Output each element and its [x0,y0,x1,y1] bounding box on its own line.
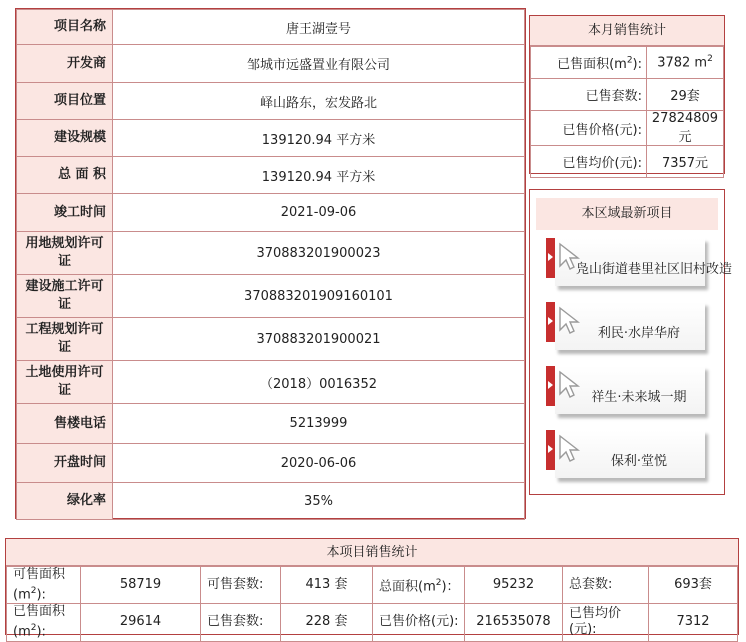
red-tab-marker [546,238,555,278]
summary-table [6,566,738,642]
summary-row-sold [7,604,738,641]
sold-price-label: 已售价格(元): [531,111,647,146]
info-label: 售楼电话 [17,404,113,444]
monthly-avg-row [531,146,724,178]
land-use-permit-value: （2018）0016352 [113,361,525,404]
sold-avg-label: 已售均价(元): [563,604,649,641]
engineering-permit-value: 370883201900021 [113,318,525,361]
monthly-area-row [531,47,724,79]
land-plan-permit-value: 370883201900023 [113,232,525,275]
monthly-sets-row [531,79,724,111]
sold-avg-value: 7312 [649,604,738,641]
total-sets-label: 总套数: [563,567,649,604]
developer-value: 邹城市远盛置业有限公司 [113,45,525,83]
opening-date-value: 2020-06-06 [113,444,525,483]
total-area-value: 139120.94 平方米 [113,157,525,194]
location-value: 峄山路东，宏发路北 [113,83,525,120]
total-area-value: 95232 [465,567,563,604]
red-tab-marker [546,302,555,342]
info-row-scale [17,120,525,157]
project-name[interactable]: 祥生·未来城一期 [591,390,687,405]
latest-projects-panel [529,189,733,495]
monthly-sales-title: 本月销售统计 [530,16,724,46]
info-row-engineering-permit [17,318,525,361]
sold-price-value: 216535078 [465,604,563,641]
monthly-sales-table [530,46,724,178]
info-row-name [17,10,525,45]
available-sets-label: 可售套数: [201,567,281,604]
red-tab-marker [546,430,555,470]
sold-price-label: 已售价格(元): [373,604,465,641]
green-rate-value: 35% [113,483,525,520]
sold-sets-value: 29套 [647,79,724,111]
project-name[interactable]: 凫山街道巷里社区旧村改造 [576,262,733,277]
info-row-land-use-permit [17,361,525,404]
info-label: 开盘时间 [17,444,113,483]
sold-sets-label: 已售套数: [531,79,647,111]
project-info-panel [15,8,526,519]
info-label: 土地使用许可证 [17,361,113,404]
sold-area-value: 3782 $m^2$ [647,47,724,79]
scale-value: 139120.94 平方米 [113,120,525,157]
info-row-construction-permit [17,275,525,318]
monthly-price-row [531,111,724,146]
info-row-developer [17,45,525,83]
red-tab-marker [546,366,555,406]
sold-price-value: 27824809元 [647,111,724,146]
info-label: 工程规划许可证 [17,318,113,361]
monthly-sales-panel [529,15,725,174]
available-area-value: 58719 [81,567,201,604]
sold-sets-value: 228 套 [281,604,373,641]
sold-area-label: 已售面积 $(m^2)$: [7,604,81,641]
project-link[interactable] [546,364,714,420]
sold-area-label: 已售面积$(m^2)$: [531,47,647,79]
info-row-green-rate [17,483,525,520]
info-row-total-area [17,157,525,194]
info-label: 绿化率 [17,483,113,520]
sales-phone-value: 5213999 [113,404,525,444]
summary-row-available [7,567,738,604]
completion-date-value: 2021-09-06 [113,194,525,232]
project-name-value: 唐王湖壹号 [113,10,525,45]
info-label: 竣工时间 [17,194,113,232]
info-row-location [17,83,525,120]
info-row-land-plan-permit [17,232,525,275]
info-label: 开发商 [17,45,113,83]
sold-avg-label: 已售均价(元): [531,146,647,178]
info-label: 建设施工许可证 [17,275,113,318]
construction-permit-value: 370883201909160101 [113,275,525,318]
info-label: 项目名称 [17,10,113,45]
info-label: 项目位置 [17,83,113,120]
project-info-table [16,9,525,520]
info-row-opening [17,444,525,483]
sold-avg-value: 7357元 [647,146,724,178]
sold-area-value: 29614 [81,604,201,641]
project-link[interactable] [546,300,714,356]
info-label: 用地规划许可证 [17,232,113,275]
info-label: 建设规模 [17,120,113,157]
latest-projects-title: 本区域最新项目 [536,198,718,230]
project-sales-summary [5,538,739,640]
available-sets-value: 413 套 [281,567,373,604]
project-link[interactable] [546,236,733,292]
summary-title: 本项目销售统计 [6,539,738,566]
total-sets-value: 693套 [649,567,738,604]
project-name[interactable]: 利民·水岸华府 [597,326,681,341]
sold-sets-label: 已售套数: [201,604,281,641]
project-link[interactable] [546,428,714,484]
info-label: 总 面 积 [17,157,113,194]
total-area-label: 总面积$(m^2)$： [373,567,465,604]
info-row-completion [17,194,525,232]
available-area-label: 可售面积 $(m^2)$: [7,567,81,604]
project-name[interactable]: 保利·堂悦 [610,454,668,469]
info-row-phone [17,404,525,444]
